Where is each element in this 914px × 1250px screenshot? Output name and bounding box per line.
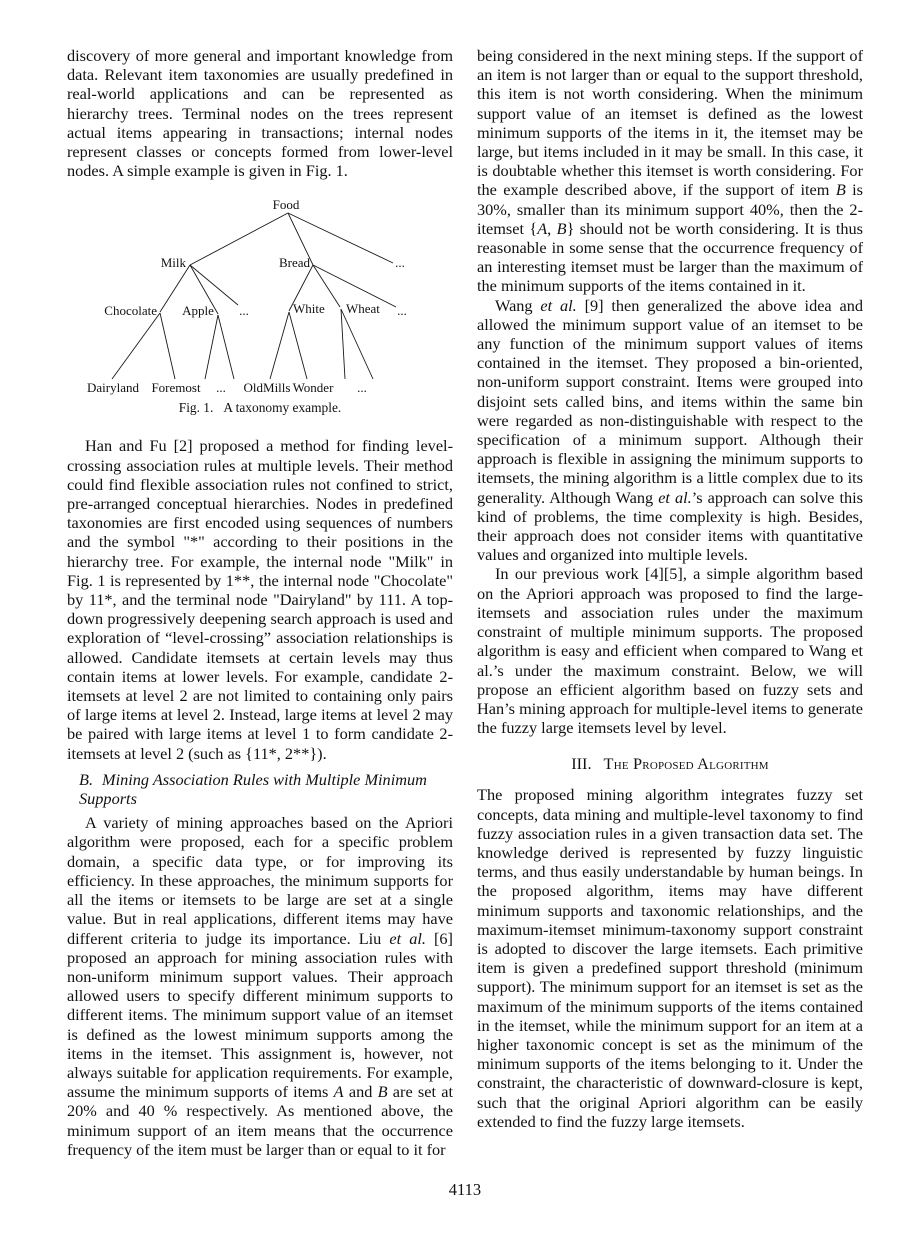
- tree-ellipsis-3: ...: [397, 303, 407, 319]
- taxonomy-tree-svg: [67, 195, 453, 397]
- section-heading-iii-title: The Proposed Algorithm: [603, 754, 769, 774]
- tree-node-dairyland: Dairyland: [87, 380, 139, 396]
- tree-ellipsis-2: ...: [239, 303, 249, 319]
- tree-node-milk: Milk: [160, 255, 186, 271]
- tree-node-foremost: Foremost: [151, 380, 201, 396]
- tree-node-apple: Apple: [182, 303, 214, 319]
- tree-node-white: White: [293, 301, 325, 317]
- section-heading-b-numeral: B.: [79, 769, 94, 789]
- tree-ellipsis-4: ...: [216, 380, 226, 396]
- tree-node-bread: Bread: [278, 255, 310, 271]
- tree-node-oldmills: OldMills: [243, 380, 291, 396]
- tree-node-wonder: Wonder: [292, 380, 334, 396]
- tree-node-chocolate: Chocolate: [104, 303, 157, 319]
- tree-ellipsis-1: ...: [395, 255, 405, 271]
- paragraph-wang-et-al: Wang et al. [9] then generalized the above idea and allowed the minimum support value of an itemset to be any function of the minimum support values of items contained in the itemset. They proposed a bin-oriented, non-uniform support constraint. Items were grouped into disjoint sets called bins, and items within the same bin were regarded as non-distinguishable with respect to the specification of a minimum support. Although their approach is flexible in assigning the minimum supports to itemsets, the mining algorithm is a little complex due to its generality. Although Wang et al.’s approach can solve this kind of problems, the time complexity is high. Besides, their approach does not consider items with quantitative values and organized into multiple levels.: [477, 295, 864, 565]
- left-column: [67, 46, 453, 1159]
- taxonomy-figure: [67, 195, 453, 416]
- figure-caption-text: A taxonomy example.: [223, 400, 342, 416]
- page-number: 4113: [448, 1180, 482, 1199]
- text-columns: [67, 46, 863, 1159]
- paragraph-intro: discovery of more general and important knowledge from data. Relevant item taxonomies are usually predefined in real-world applications and can be represented as hierarchy trees. Terminal nodes on the trees represent actual items appearing in transactions; internal nodes represent classes or concepts formed from lower-level nodes. A simple example is given in Fig. 1.: [67, 46, 453, 181]
- section-heading-iii-numeral: III.: [571, 754, 592, 774]
- tree-node-wheat: Wheat: [346, 301, 380, 317]
- paragraph-previous-work: In our previous work [4][5], a simple algorithm based on the Apriori approach was proposed to find the large-itemsets and association rules under the maximum constraint of multiple minimum supports. The proposed algorithm is easy and efficient when compared to Wang et al.’s under the maximum constraint. Below, we will propose an efficient algorithm based on fuzzy sets and Han’s mining approach for multiple-level items to generate the fuzzy large itemsets level by level.: [477, 564, 863, 738]
- tree-ellipsis-5: ...: [357, 380, 367, 396]
- paragraph-being-considered: being considered in the next mining steps. If the support of an item is not larger than or equal to the support threshold, this item is not worth considering. When the minimum support value of an itemset is defined as the lowest minimum supports of the items in it, the itemset may be large, but items included in it may be small. In this case, it is doubtable whether this itemset is worth considering. For the example described above, if the support of item B is 30%, smaller than its minimum support 40%, then the 2-itemset {A, B} should not be worth considering. It is thus reasonable in some sense that the occurrence frequency of an interesting itemset must be larger than the maximum of the minimum supports of the items contained in it.: [477, 46, 863, 296]
- right-column: [477, 46, 863, 1159]
- tree-labels: [87, 197, 407, 395]
- paragraph-apriori-variety: A variety of mining approaches based on the Apriori algorithm were proposed, each for a specific problem domain, a specific data type, or for improving its efficiency. In these approaches, the minimum supports for all the items or itemsets to be large are set at a single value. But in real applications, different items may have different criteria to judge its importance. Liu et al. [6] proposed an approach for mining association rules with non-uniform minimum support values. Their approach allowed users to specify different minimum supports to different items. The minimum support value of an itemset is defined as the lowest minimum supports among the items in the itemset. This assignment is, however, not always suitable for application requirements. For example, assume the minimum supports of items A and B are set at 20% and 40 % respectively. As mentioned above, the minimum support of an item means that the occurrence frequency of the item must be larger than or equal to it for: [67, 813, 454, 1159]
- section-heading-b-title: Mining Association Rules with Multiple Minimum Supports: [79, 769, 427, 809]
- section-heading-b: [79, 770, 447, 808]
- tree-node-food: Food: [272, 197, 300, 213]
- paragraph-proposed-algorithm: The proposed mining algorithm integrates fuzzy set concepts, data mining and multiple-level taxonomy to find fuzzy association rules in a given transaction data set. The knowledge derived is represented by fuzzy linguistic terms, and thus easily understandable by human beings. In the proposed algorithm, items may have different minimum supports and taxonomic relationships, and the maximum-itemset minimum-taxonomy support constraint is adopted to discover the large itemsets. Each primitive item is given a predefined support threshold (minimum support). The minimum support for an itemset is set as the maximum of the minimum supports of the items contained in the itemset, while the minimum support for an item at a higher taxonomic concept is set as the minimum of the minimum supports of the items belonging to it. Under the constraint, the characteristic of downward-closure is kept, such that the original Apriori algorithm can be easily extended to find the fuzzy large itemsets.: [477, 785, 863, 1131]
- tree-edges: [112, 213, 396, 379]
- figure-caption-prefix: Fig. 1.: [178, 400, 214, 416]
- figure-caption: [67, 400, 453, 416]
- paragraph-han-fu: Han and Fu [2] proposed a method for finding level-crossing association rules at multiple levels. Their method could find flexible association rules not confined to strict, pre-arranged conceptual hierarchies. Nodes in predefined taxonomies are first encoded using sequences of numbers and the symbol "*" according to their positions in the hierarchy tree. For example, the internal node "Milk" in Fig. 1 is represented by 1**, the internal node "Chocolate" by 11*, and the terminal node "Dairyland" by 111. A top-down progressively deepening search approach is used and exploration of “level-crossing” association relationships is allowed. Candidate itemsets at certain levels may thus contain items at lower levels. For example, candidate 2-itemsets at level 2 are not limited to containing only pairs of large items at level 2. Instead, large items at level 2 may be paired with large items at level 1 to form candidate 2-itemsets at level 2 (such as {11*, 2**}).: [67, 436, 453, 763]
- section-heading-iii: [477, 754, 863, 774]
